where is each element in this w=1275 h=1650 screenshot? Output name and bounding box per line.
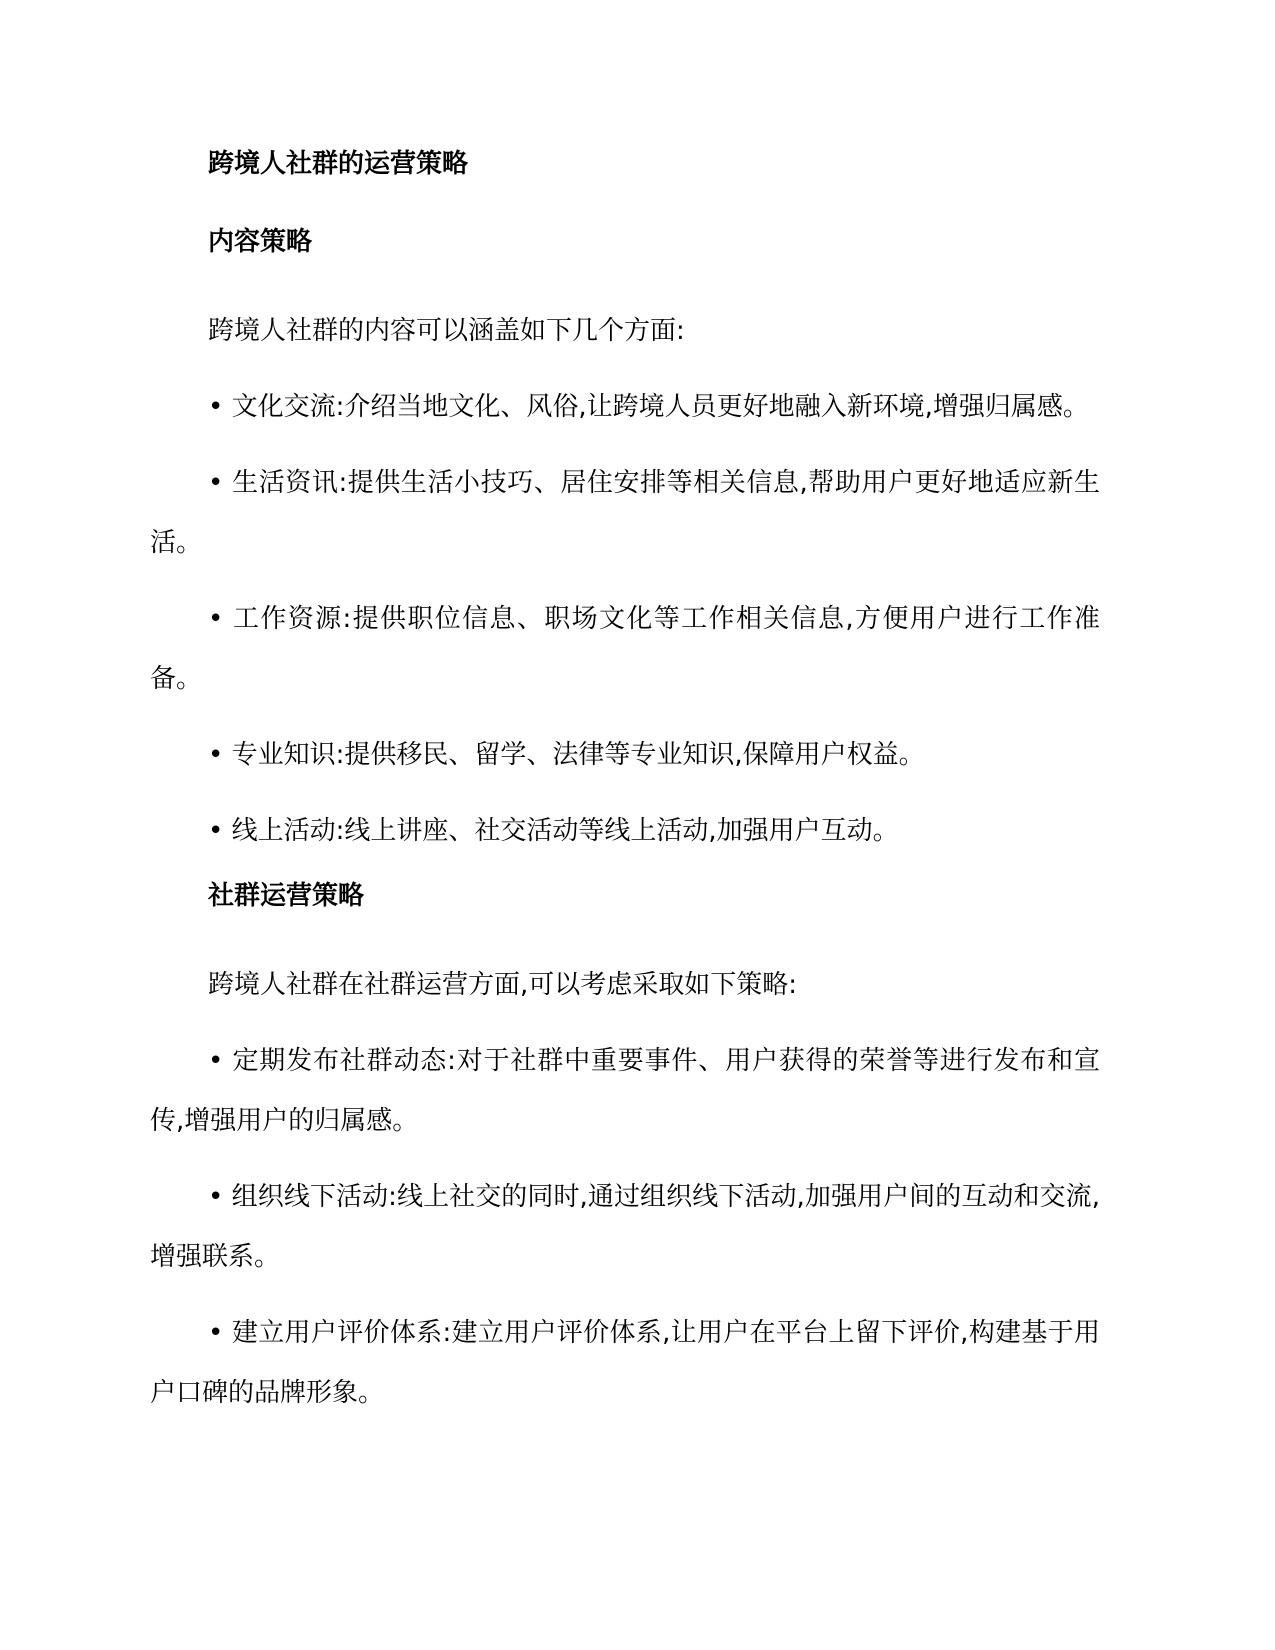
operation-strategy-heading: 社群运营策略 [208, 881, 365, 911]
content-strategy-heading: 内容策略 [208, 227, 313, 257]
content-item-work: • 工作资源:提供职位信息、职场文化等工作相关信息,方便用户进行工作准备。 [150, 604, 1100, 694]
document-title: 跨境人社群的运营策略 [208, 149, 469, 179]
operation-item-reviews: • 建立用户评价体系:建立用户评价体系,让用户在平台上留下评价,构建基于用户口碑的品牌形象。 [150, 1318, 1100, 1408]
content-item-culture: • 文化交流:介绍当地文化、风俗,让跨境人员更好地融入新环境,增强归属感。 [208, 392, 1089, 422]
document-body [150, 145, 1100, 1439]
content-item-knowledge: • 专业知识:提供移民、留学、法律等专业知识,保障用户权益。 [208, 740, 925, 770]
operation-item-offline: • 组织线下活动:线上社交的同时,通过组织线下活动,加强用户间的互动和交流,增强联系。 [150, 1182, 1100, 1272]
operation-strategy-intro: 跨境人社群在社群运营方面,可以考虑采取如下策略: [208, 970, 798, 1000]
content-strategy-intro: 跨境人社群的内容可以涵盖如下几个方面: [208, 316, 685, 346]
operation-item-updates: • 定期发布社群动态:对于社群中重要事件、用户获得的荣誉等进行发布和宣传,增强用户的归属感。 [150, 1046, 1100, 1136]
content-item-life: • 生活资讯:提供生活小技巧、居住安排等相关信息,帮助用户更好地适应新生活。 [150, 468, 1100, 558]
content-item-online: • 线上活动:线上讲座、社交活动等线上活动,加强用户互动。 [208, 816, 899, 846]
